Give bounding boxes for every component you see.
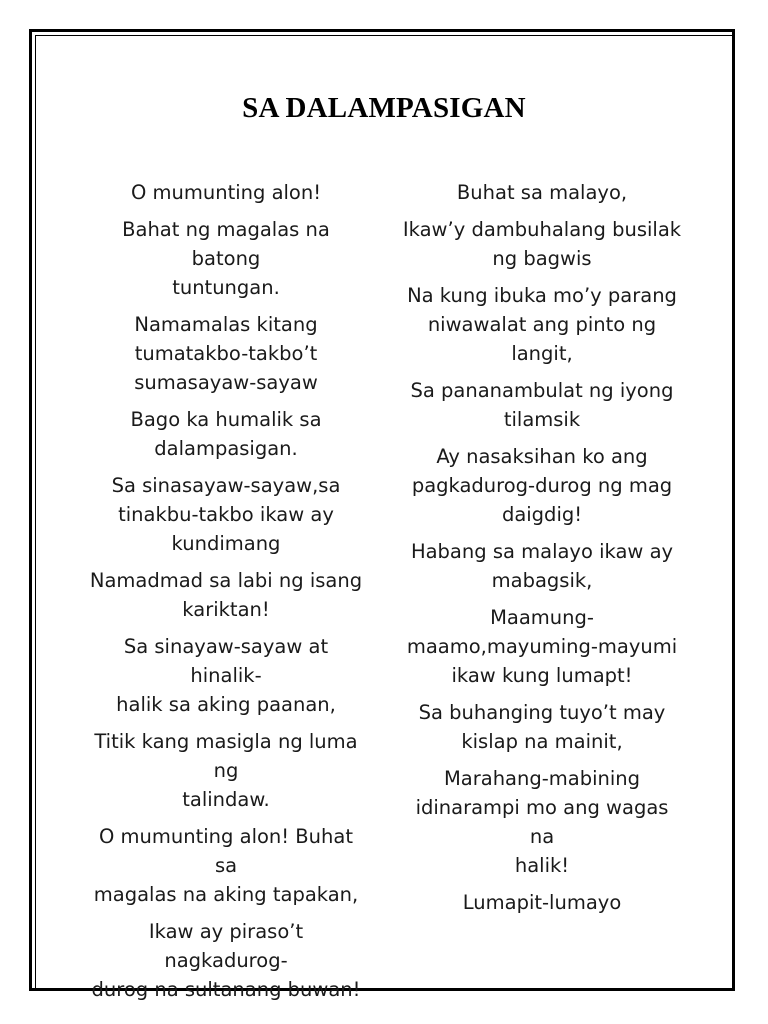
stanza bbox=[402, 376, 682, 434]
poem-line: talindaw. bbox=[182, 788, 270, 811]
poem-line: Maamung- bbox=[490, 606, 594, 629]
poem-line: sumasayaw-sayaw bbox=[134, 371, 318, 394]
poem-line: Sa pananambulat ng iyong bbox=[410, 379, 674, 402]
poem-line: tuntungan. bbox=[172, 276, 280, 299]
stanza bbox=[86, 727, 366, 814]
poem-line: durog na sultanang buwan! bbox=[91, 978, 361, 1001]
poem-line: Ikaw’y dambuhalang busilak bbox=[402, 218, 682, 241]
stanza bbox=[86, 632, 366, 719]
poem-line: Sa buhanging tuyo’t may bbox=[418, 701, 666, 724]
poem-line: Na kung ibuka mo’y parang bbox=[407, 284, 677, 307]
poem-line: Namadmad sa labi ng isang bbox=[89, 569, 363, 592]
stanza bbox=[402, 537, 682, 595]
poem-line: tumatakbo-takbo’t bbox=[134, 342, 318, 365]
poem-line: O mumunting alon! bbox=[130, 181, 322, 204]
poem-line: mabagsik, bbox=[491, 569, 593, 592]
poem-line: Namamalas kitang bbox=[134, 313, 318, 336]
poem-line: kislap na mainit, bbox=[461, 730, 623, 753]
stanza bbox=[402, 698, 682, 756]
stanza bbox=[402, 442, 682, 529]
stanza bbox=[402, 764, 682, 880]
poem-line: Sa sinayaw-sayaw at hinalik- bbox=[123, 635, 329, 687]
stanza bbox=[86, 405, 366, 463]
stanza bbox=[86, 310, 366, 397]
poem-title: SA DALAMPASIGAN bbox=[242, 92, 526, 124]
poem-line: ng bagwis bbox=[492, 247, 592, 270]
stanza bbox=[86, 215, 366, 302]
poem-line: dalampasigan. bbox=[154, 437, 298, 460]
poem-line: Bahat ng magalas na batong bbox=[122, 218, 330, 270]
stanza bbox=[86, 471, 366, 558]
poem-line: pagkadurog-durog ng mag bbox=[411, 474, 673, 497]
stanza bbox=[402, 281, 682, 368]
poem-line: tinakbu-takbo ikaw ay bbox=[118, 503, 334, 526]
poem-line: Lumapit-lumayo bbox=[462, 891, 622, 914]
poem-line: magalas na aking tapakan, bbox=[93, 883, 359, 906]
poem-line: O mumunting alon! Buhat sa bbox=[99, 825, 353, 877]
stanza bbox=[402, 603, 682, 690]
stanza bbox=[86, 566, 366, 624]
poem-line: niwawalat ang pinto ng bbox=[427, 313, 657, 336]
stanza bbox=[86, 822, 366, 909]
poem-line: halik sa aking paanan, bbox=[116, 693, 336, 716]
poem-line: langit, bbox=[511, 342, 573, 365]
poem-line: kariktan! bbox=[182, 598, 270, 621]
poem-line: halik! bbox=[514, 854, 570, 877]
poem-line: Sa sinasayaw-sayaw,sa bbox=[111, 474, 341, 497]
poem-line: tilamsik bbox=[503, 408, 581, 431]
poem-line: Ikaw ay piraso’t nagkadurog- bbox=[148, 920, 304, 972]
poem-line: maamo,mayuming-mayumi bbox=[406, 635, 678, 658]
poem-line: Bago ka humalik sa bbox=[130, 408, 322, 431]
poem-line: Habang sa malayo ikaw ay bbox=[410, 540, 674, 563]
poem-line: idinarampi mo ang wagas na bbox=[415, 796, 669, 848]
stanza bbox=[402, 215, 682, 273]
stanza bbox=[402, 888, 682, 917]
poem-line: kundimang bbox=[171, 532, 281, 555]
stanza bbox=[86, 178, 366, 207]
stanza bbox=[402, 178, 682, 207]
poem-line: Buhat sa malayo, bbox=[456, 181, 628, 204]
poem-line: ikaw kung lumapt! bbox=[451, 664, 633, 687]
poem-line: daigdig! bbox=[501, 503, 583, 526]
poem-line: Ay nasaksihan ko ang bbox=[436, 445, 648, 468]
poem-line: Titik kang masigla ng luma ng bbox=[94, 730, 358, 782]
left-column bbox=[86, 178, 366, 1012]
right-column bbox=[402, 178, 682, 925]
stanza bbox=[86, 917, 366, 1004]
poem-line: Marahang-mabining bbox=[443, 767, 641, 790]
